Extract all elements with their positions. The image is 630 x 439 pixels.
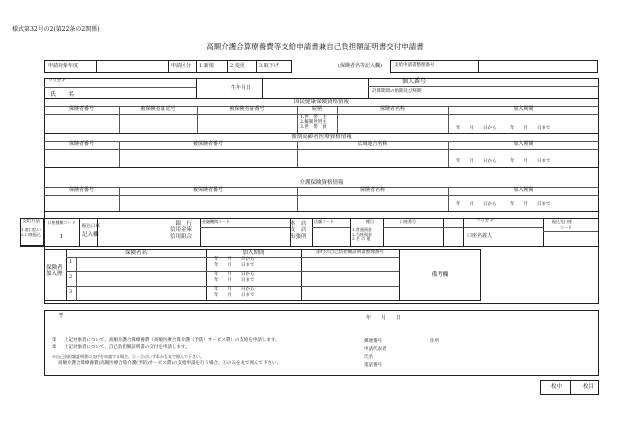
holder-furigana-label: フリガナ — [476, 219, 494, 224]
bank-code-label: 金融機関コード — [202, 219, 230, 224]
nhi-col-card-no: 被保険者証番号 — [229, 106, 265, 113]
form-number: 様式第32号の2(第22条の2関係) — [12, 26, 100, 33]
nhi-relation-options[interactable] — [300, 115, 327, 131]
history-row-1: 1 — [69, 259, 73, 265]
history-row-1-from: 年 月 日から — [214, 257, 255, 262]
history-col-period: 加入期間 — [242, 249, 265, 256]
method-code-label: 振込先口座 — [552, 219, 572, 224]
category-option-withdraw[interactable]: 3.取下げ — [259, 63, 279, 69]
declaration-line-2: 上記対象者について、自己負担額証明書の交付を申請します。 — [64, 345, 190, 350]
history-row-3-from: 年 月 日から — [214, 287, 255, 292]
care-col-insurer-name: 保険者名称 — [359, 187, 385, 194]
declaration-note-2: 高額介護合算療養費(高額医療合算介護(予防)サービス費)の支給申請を行う場合、①のみを丸で囲んで下さい。 — [58, 361, 282, 366]
phone-label: 電話番号 — [364, 363, 382, 368]
insurer-entry-label: (保険者名等記入欄) — [338, 63, 382, 69]
transfer-account-label: 振込口座 — [82, 224, 100, 229]
nhi-col-card-symbol: 被保険者証記号 — [140, 106, 176, 113]
elderly-col-period: 加入期間 — [513, 141, 534, 148]
care-period-text: 年 月 日から 年 月 日まで — [456, 202, 551, 207]
deposit-ordinary[interactable]: 1.普通預金 — [352, 227, 372, 232]
postal-mark: 〒 — [58, 313, 65, 320]
nhi-col-period: 加入期間 — [513, 106, 534, 113]
declaration-note-1: ※自己負担額証明書の交付を申請する場合、①・②のいずれかも丸で囲んで下さい。 — [52, 354, 204, 359]
history-row-2-to: 年 月 日まで — [214, 278, 255, 283]
sheet-of-label: 枚中 — [551, 384, 563, 390]
care-col-period: 加入期間 — [513, 187, 534, 194]
history-row-3-to: 年 月 日まで — [214, 293, 255, 298]
account-class-label: 口座種類コード — [47, 219, 76, 225]
branch-type-labels: 本 店 支 店 出張所 — [290, 221, 307, 240]
representative-label: 申請代表者 — [364, 347, 387, 352]
relation-quasi-head[interactable]: 2.擬制世帯主 — [300, 120, 327, 126]
nhi-col-insurer-no: 保険者番号 — [68, 106, 94, 113]
postal-code-label: 郵便番号 — [364, 339, 382, 344]
history-row-2-from: 年 月 日から — [214, 272, 255, 277]
history-row-2: 2 — [69, 274, 73, 280]
elderly-period-text: 年 月 日から 年 月 日まで — [456, 159, 551, 164]
elderly-col-union-name: 広域連合名称 — [357, 141, 388, 148]
elderly-heading: 後期高齢者医療資格情報 — [291, 133, 352, 140]
care-col-insured-no: 被保険者番号 — [192, 187, 223, 194]
page-title: 高額介護合算療養費等支給申請書兼自己負担額証明書交付申請書 — [206, 42, 424, 51]
individual-number-label: 個人番号 — [402, 78, 427, 85]
care-col-insurer-no: 保険者番号 — [68, 187, 94, 194]
account-number-label: 口座番号 — [400, 219, 416, 224]
bank-type-labels: 銀 行 信用金庫 信用組合 — [170, 221, 193, 240]
method-counter[interactable]: 1.窓口払い — [21, 227, 41, 232]
relation-member[interactable]: 3.世 帯 員 — [300, 125, 327, 131]
target-year-label: 申請対象年度 — [48, 63, 79, 69]
deposit-other[interactable]: 3.そ の 他 — [352, 236, 371, 242]
category-option-change[interactable]: 2.変更 — [230, 63, 245, 69]
declaration-marker-1[interactable]: ① — [52, 337, 57, 343]
birth-date-label: 生年月日 — [231, 85, 252, 91]
applicant-name-label: 氏名 — [364, 355, 373, 360]
declaration-date: 年 月 日 — [366, 315, 402, 321]
address-label: 住所 — [430, 339, 439, 344]
history-side-label: 保険者 加入歴 — [46, 265, 63, 278]
deposit-label: 種目 — [366, 219, 374, 224]
care-heading: 介護保険資格情報 — [299, 179, 344, 186]
category-label: 申請区分 — [171, 63, 192, 69]
nhi-col-relation: 続柄 — [311, 106, 322, 113]
category-option-new[interactable]: 1.新規 — [199, 63, 214, 69]
nhi-period-text: 年 月 日から 年 月 日まで — [456, 126, 551, 131]
entry-label: 記入欄 — [82, 232, 99, 238]
nhi-col-insurer-name: 保険者名称 — [379, 106, 405, 113]
relation-head[interactable]: 1.世 帯 主 — [300, 115, 327, 120]
sheet-label: 枚目 — [583, 384, 595, 390]
nhi-heading: 国民健康保険資格情報 — [293, 98, 349, 105]
payment-method-label: 支給方法 — [22, 219, 40, 224]
method-transfer[interactable]: 2.口座振込 — [21, 231, 41, 237]
account-holder-label: 口座名義人 — [467, 233, 493, 239]
plan-period-label: 計算期間の始期及び終期 — [372, 89, 422, 94]
history-col-certificate: 添付の自己負担額証明書整理番号 — [316, 249, 384, 255]
support-number-label: 支給申請書整理番号 — [394, 63, 435, 68]
store-code-label: 店舗コード — [314, 219, 334, 224]
deposit-current[interactable]: 2.当座預金 — [352, 231, 372, 237]
furigana-label: フリガナ — [48, 79, 66, 84]
deposit-options[interactable] — [352, 228, 372, 242]
account-class-value: 1 — [59, 233, 64, 240]
payment-method-options[interactable] — [21, 228, 41, 237]
declaration-marker-2[interactable]: ② — [52, 344, 57, 350]
elderly-col-insurer-no: 保険者番号 — [68, 141, 94, 148]
history-row-3: 3 — [69, 289, 73, 295]
name-label: 氏 名 — [50, 91, 75, 98]
history-col-notes: 備考欄 — [431, 271, 449, 278]
elderly-col-insured-no: 被保険者番号 — [192, 141, 223, 148]
method-code-sub: コード — [560, 225, 572, 230]
declaration-line-1: 上記対象者について、高額介護合算療養費（高額医療合算介護（予防）サービス費）の支給を申請します。 — [64, 338, 280, 343]
history-col-insurer: 保険者名 — [124, 249, 147, 256]
history-row-1-to: 年 月 日まで — [214, 263, 255, 268]
